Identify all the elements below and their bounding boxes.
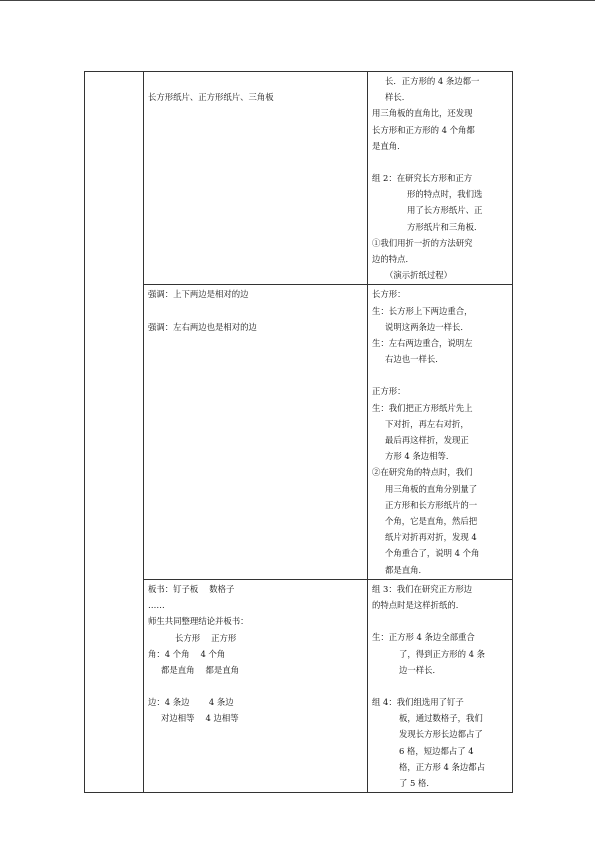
student-text-line: 长方形： bbox=[372, 289, 406, 300]
student-text-line: 长．正方形的 4 条边都一 bbox=[385, 76, 480, 86]
student-text-line: 组 4：我们组选用了钉子 bbox=[372, 696, 464, 707]
student-text-line: 生：左右两边重合，说明左 bbox=[372, 338, 473, 349]
student-text-line: 正方形和长方形纸片的一 bbox=[385, 499, 478, 510]
table-row-summary bbox=[85, 579, 513, 792]
emphasis-text: 强调：左右两边也是相对的边 bbox=[148, 321, 257, 332]
page-top-rule bbox=[0, 0, 595, 1]
blackboard-text-line: 边：4 条边 4 条边 bbox=[148, 697, 234, 708]
student-text-line: ②在研究角的特点时，我们 bbox=[372, 467, 473, 478]
lesson-plan-table bbox=[84, 71, 513, 793]
spacer bbox=[372, 154, 508, 170]
student-text-line: 方形纸片和三角板． bbox=[407, 221, 483, 232]
student-text-line: 方形 4 条边相等． bbox=[385, 451, 455, 462]
student-text-line: 正方形： bbox=[372, 386, 406, 397]
student-text-line: 生：长方形上下两边重合， bbox=[372, 305, 473, 316]
student-text-line: 纸片对折再对折，发现 4 bbox=[385, 532, 477, 543]
spacer bbox=[148, 678, 363, 694]
student-text-line: 组 2：在研究长方形和正方 bbox=[372, 173, 473, 184]
blackboard-text-line: 对边相等 4 边相等 bbox=[161, 713, 239, 724]
student-text-line: 组 3：我们在研究正方形边 bbox=[372, 583, 473, 594]
student-text-line: 右边也一样长． bbox=[385, 354, 444, 365]
student-text-line: 用了长方形纸片、正 bbox=[407, 205, 483, 216]
spacer bbox=[372, 367, 508, 383]
student-text-line: 发现长方形长边都占了 bbox=[399, 729, 483, 740]
student-text-line: 用三角板的直角比，还发现 bbox=[372, 108, 473, 119]
student-text-line: 下对折，再左右对折， bbox=[385, 418, 469, 429]
emphasis-text: 强调：上下两边是相对的边 bbox=[148, 289, 249, 300]
student-activity-cell bbox=[368, 579, 513, 792]
student-text-line: 长方形和正方形的 4 个角都 bbox=[372, 124, 475, 135]
student-text-line: 板，通过数格子，我们 bbox=[399, 713, 483, 724]
student-text-line: 了，得到正方形的 4 条 bbox=[399, 648, 486, 659]
table-row-folding bbox=[85, 285, 513, 579]
student-text-line: （演示折纸过程） bbox=[385, 270, 452, 281]
student-text-line: 的特点时是这样折纸的． bbox=[372, 600, 465, 611]
blackboard-text-line: 板书：钉子板 数格子 bbox=[148, 583, 235, 594]
spacer bbox=[148, 73, 363, 89]
spacer bbox=[372, 678, 508, 694]
blackboard-text-line: 角：4 个角 4 个角 bbox=[148, 648, 226, 659]
student-text-line: 边的特点． bbox=[372, 254, 414, 265]
student-text-line: 生：正方形 4 条边全部重合 bbox=[372, 632, 475, 643]
student-text-line: 边一样长． bbox=[399, 664, 441, 675]
blackboard-text-line: 都是直角 都是直角 bbox=[161, 664, 240, 675]
blackboard-text-line: …… bbox=[148, 600, 165, 611]
student-text-line: 是直角． bbox=[372, 140, 406, 151]
student-text-line: 说明这两条边一样长． bbox=[385, 321, 469, 332]
student-text-line: 6 格，短边都占了 4 bbox=[399, 745, 474, 756]
student-text-line: 用三角板的直角分别量了 bbox=[385, 483, 478, 494]
student-text-line: 样长． bbox=[385, 92, 411, 103]
teacher-activity-cell bbox=[144, 579, 368, 792]
student-text-line: 格，正方形 4 条边都占 bbox=[399, 761, 486, 772]
student-text-line: 了 5 格． bbox=[399, 777, 435, 788]
teacher-activity-cell bbox=[144, 285, 368, 579]
spacer bbox=[372, 613, 508, 629]
student-text-line: 个角重合了，说明 4 个角 bbox=[385, 548, 480, 559]
student-text-line: 最后再这样折，发现正 bbox=[385, 435, 469, 446]
teacher-activity-cell bbox=[144, 72, 368, 285]
student-text-line: 形的特点时，我们选 bbox=[407, 189, 483, 200]
student-activity-cell bbox=[368, 285, 513, 579]
table-row-materials bbox=[85, 72, 513, 285]
materials-text: 长方形纸片、正方形纸片、三角板 bbox=[148, 92, 274, 102]
spacer bbox=[148, 303, 363, 319]
student-text-line: ①我们用折一折的方法研究 bbox=[372, 237, 473, 248]
student-activity-cell bbox=[368, 72, 513, 285]
student-text-line: 生：我们把正方形纸片先上 bbox=[372, 402, 473, 413]
student-text-line: 个角，它是直角，然后把 bbox=[385, 516, 478, 527]
step-column-cell bbox=[85, 72, 144, 793]
student-text-line: 都是直角． bbox=[385, 564, 427, 575]
blackboard-text-line: 长方形 正方形 bbox=[175, 632, 237, 643]
blackboard-text-line: 师生共同整理结论并板书： bbox=[148, 616, 249, 627]
